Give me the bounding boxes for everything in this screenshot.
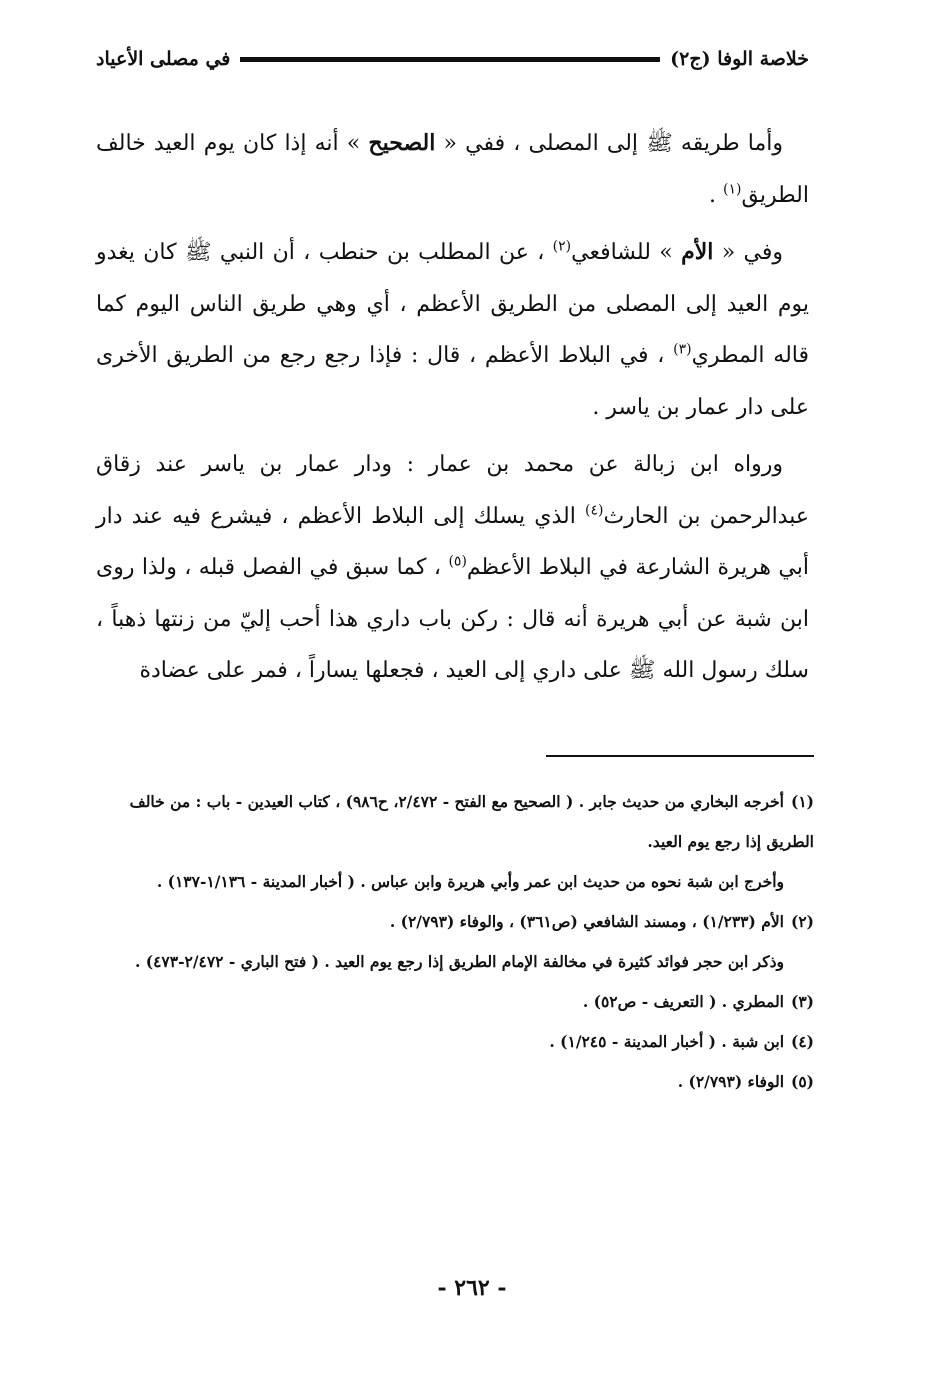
paragraph-3	[96, 439, 809, 697]
text-run: ، في البلاط الأعظم ، قال : فإذا رجع رجع من الطريق الأخرى على دار عمار بن ياسر .	[96, 343, 809, 420]
text-run: ، كما سبق في الفصل قبله ، ولذا روى ابن شبة عن أبي هريرة أنه قال : ركن باب داري هذا أحب إليّ من زنتها ذهباً ، سلك رسول الله ﷺ على داري إلى العيد ، فجعلها يساراً ، فمر على عضادة	[96, 555, 809, 683]
book-title: خلاصة الوفا (ج٢)	[670, 48, 809, 70]
text-run: وفي «	[713, 240, 783, 265]
footnote-number: (١)	[790, 792, 814, 811]
footnote-text: أخرجه البخاري من حديث جابر . ( الصحيح مع الفتح - ٢/٤٧٢، ح٩٨٦) ، كتاب العيدين - باب : من خالف الطريق إذا رجع يوم العيد.	[129, 792, 814, 851]
footnote-text: المطري . ( التعريف - ص٥٢) .	[582, 992, 784, 1011]
text-run: وأما طريقه ﷺ إلى المصلى ، ففي «	[435, 131, 783, 156]
footnote-number: (٣)	[790, 992, 814, 1011]
text-run: .	[709, 182, 724, 208]
footnote-5	[96, 1062, 814, 1102]
footnote-2	[96, 902, 814, 942]
footnote-1	[96, 782, 814, 862]
text-run: » للشافعي	[571, 240, 682, 265]
footnote-ref: (٢)	[552, 238, 572, 255]
footnote-2-continued	[96, 942, 814, 982]
footnote-number: (٥)	[790, 1072, 814, 1091]
running-header	[96, 44, 809, 74]
footnote-text: الوفاء (٢/٧٩٣) .	[677, 1072, 784, 1091]
footnote-number: (٢)	[790, 912, 814, 931]
footnote-separator	[546, 755, 814, 757]
footnotes	[96, 782, 814, 1102]
footnote-text: وذكر ابن حجر فوائد كثيرة في مخالفة الإمام الطريق إذا رجع يوم العيد . ( فتح الباري - ٢/٤٧٢-٤٧٣) .	[134, 952, 784, 971]
footnote-text: وأخرج ابن شبة نحوه من حديث ابن عمر وأبي هريرة وابن عباس . ( أخبار المدينة - ١/١٣٦-١٣٧) .	[156, 872, 784, 891]
footnote-ref: (٥)	[448, 553, 467, 570]
footnote-text: ابن شبة . ( أخبار المدينة - ١/٢٤٥) .	[549, 1032, 784, 1051]
paragraph-1	[96, 118, 809, 221]
footnote-ref: (١)	[723, 181, 742, 198]
bold-term: الصحيح	[368, 130, 436, 156]
chapter-title: في مصلى الأعياد	[96, 48, 231, 70]
text-run: الذي يسلك إلى البلاط الأعظم ، فيشرع فيه عند دار أبي هريرة الشارعة في البلاط الأعظم	[96, 503, 809, 580]
bold-term: الأم	[681, 239, 714, 265]
header-rule	[240, 57, 660, 62]
footnote-number: (٤)	[790, 1032, 814, 1051]
footnote-4	[96, 1022, 814, 1062]
footnote-3	[96, 982, 814, 1022]
footnote-ref: (٣)	[673, 341, 692, 358]
main-text	[96, 118, 809, 703]
text-run: ، عن المطلب بن حنطب ، أن النبي ﷺ كان يغدو يوم العيد إلى المصلى من الطريق الأعظم ، أي وهي طريق الناس اليوم كما قاله المطري	[96, 240, 809, 368]
footnote-ref: (٤)	[585, 502, 604, 519]
footnote-1-continued	[96, 862, 814, 902]
footnote-text: الأم (١/٢٣٣) ، ومسند الشافعي (ص٣٦١) ، والوفاء (٢/٧٩٣) .	[389, 912, 784, 931]
paragraph-2	[96, 227, 809, 433]
page-number: - ٢٦٢ -	[437, 1275, 507, 1301]
text-run: » أنه إذا كان يوم العيد خالف الطريق	[96, 131, 809, 208]
text-run: ورواه ابن زبالة عن محمد بن عمار : ودار عمار بن ياسر عند زقاق عبدالرحمن بن الحارث	[96, 452, 809, 529]
